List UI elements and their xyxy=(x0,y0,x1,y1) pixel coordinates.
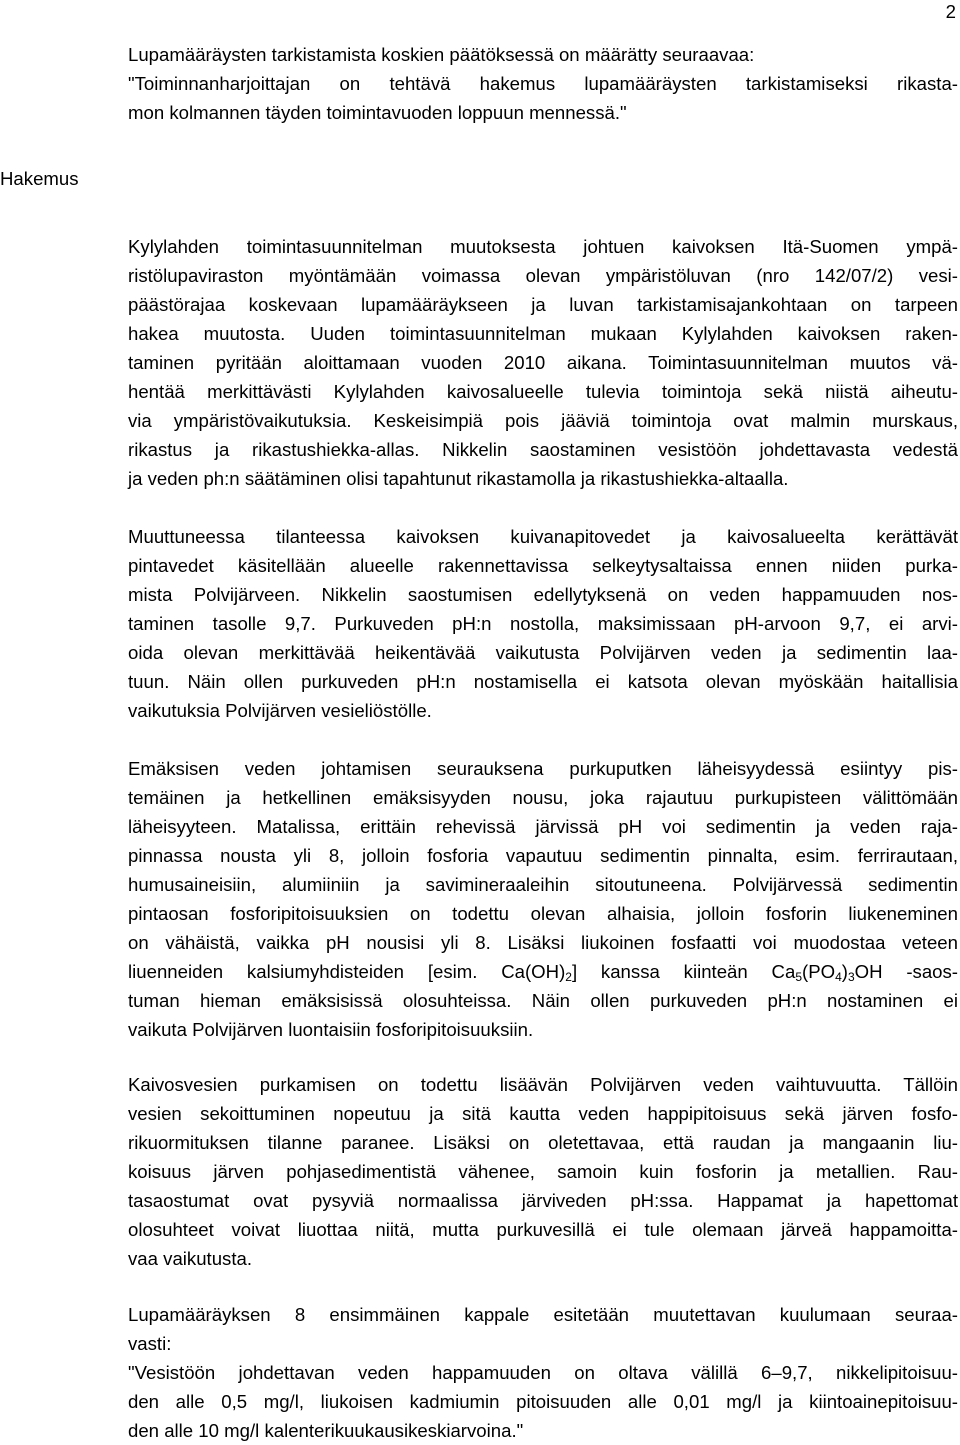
text-line: vaa vaikutusta. xyxy=(128,1248,253,1269)
text-line: Lupamääräysten tarkistamista koskien päätöksessä on määrätty seuraavaa: xyxy=(128,44,755,65)
text-line: taminen pyritään aloittamaan vuoden 2010 aikana. Toimintasuunnitelman muutos vä- xyxy=(128,352,958,373)
subscript: 5 xyxy=(795,970,802,984)
text-line: Muuttuneessa tilanteessa kaivoksen kuivanapitovedet ja kaivosalueelta kerättävät xyxy=(128,526,958,547)
subscript: 4 xyxy=(835,970,842,984)
subscript: 2 xyxy=(565,970,572,984)
text-line: "Toiminnanharjoittajan on tehtävä hakemus lupamääräysten tarkistamiseksi rikasta- xyxy=(128,73,958,94)
text-line: humusaineisiin, alumiiniin ja savimineraaleihin sitoutuneena. Polvijärvessä sedimentin xyxy=(128,874,958,895)
formula-line xyxy=(128,957,958,986)
text-line: tasaostumat ovat pysyviä normaalissa järviveden pH:ssa. Happamat ja hapettomat xyxy=(128,1190,958,1211)
text-line: via ympäristövaikutuksia. Keskeisimpiä pois jääviä toimintoja ovat malmin murskaus, xyxy=(128,410,958,431)
text-line: hentää merkittävästi Kylylahden kaivosalueelle tulevia toimintoja sekä niistä aiheutu- xyxy=(128,381,958,402)
formula-text: ] kanssa kiinteän Ca xyxy=(571,961,796,982)
text-line: Emäksisen veden johtamisen seurauksena purkuputken läheisyydessä esiintyy pis- xyxy=(128,758,958,779)
text-line: Lupamääräyksen 8 ensimmäinen kappale esitetään muutettavan kuulumaan seuraa- xyxy=(128,1304,958,1325)
text-line: olosuhteet voivat liuottaa niitä, mutta purkuvesillä ei tule olemaan järveä happamoitta- xyxy=(128,1219,958,1240)
text-line: den alle 0,5 mg/l, liukoisen kadmiumin pitoisuuden alle 0,01 mg/l ja kiintoainepitoisuu- xyxy=(128,1391,958,1412)
paragraph-5 xyxy=(128,1300,958,1445)
text-line: mista Polvijärveen. Nikkelin saostumisen edellytyksenä on veden happamuuden nos- xyxy=(128,584,958,605)
text-line: Kylylahden toimintasuunnitelman muutoksesta johtuen kaivoksen Itä-Suomen ympä- xyxy=(128,236,958,257)
text-line: pinnassa nousta yli 8, jolloin fosforia vapautuu sedimentin pinnalta, esim. ferrirautaan, xyxy=(128,845,958,866)
formula-text: ) xyxy=(841,961,848,982)
text-line: on vähäistä, vaikka pH nousisi yli 8. Lisäksi liukoinen fosfaatti voi muodostaa veteen xyxy=(128,932,958,953)
text-line: temäinen ja hetkellinen emäksisyyden nousu, joka rajautuu purkupisteen välittömään xyxy=(128,787,958,808)
paragraph-4 xyxy=(128,1070,958,1273)
paragraph-2 xyxy=(128,522,958,725)
paragraph-1 xyxy=(128,232,958,493)
section-heading: Hakemus xyxy=(0,168,79,189)
text-line: vaikutuksia Polvijärven vesieliöstölle. xyxy=(128,700,432,721)
formula-text: liuenneiden kalsiumyhdisteiden [esim. Ca(OH) xyxy=(128,961,566,982)
text-line: vaikuta Polvijärven luontaisiin fosforipitoisuuksiin. xyxy=(128,1019,534,1040)
formula-text: OH -saos- xyxy=(854,961,958,982)
paragraph-3 xyxy=(128,754,958,1044)
text-line: pintaosan fosforipitoisuuksien on todettu olevan alhaisia, jolloin fosforin liukeneminen xyxy=(128,903,958,924)
text-line: vesien sekoittuminen nopeutuu ja sitä kautta veden happipitoisuus sekä järven fosfo- xyxy=(128,1103,958,1124)
page-number: 2 xyxy=(945,1,956,22)
text-line: ristölupaviraston myöntämään voimassa olevan ympäristöluvan (nro 142/07/2) vesi- xyxy=(128,265,958,286)
text-line: pintavedet käsitellään alueelle rakennettavissa selkeytysaltaissa ennen niiden purka- xyxy=(128,555,958,576)
text-line: rikastus ja rikastushiekka-allas. Nikkelin saostaminen vesistöön johdettavasta vedestä xyxy=(128,439,958,460)
text-line: rikuormituksen tilanne paranee. Lisäksi on oletettavaa, että raudan ja mangaanin liu- xyxy=(128,1132,958,1153)
text-line: läheisyyteen. Matalissa, erittäin rehevissä järvissä pH voi sedimentin ja veden raja- xyxy=(128,816,958,837)
text-line: oida olevan merkittävää heikentävää vaikutusta Polvijärven veden ja sedimentin laa- xyxy=(128,642,958,663)
text-line: Kaivosvesien purkamisen on todettu lisäävän Polvijärven veden vaihtuvuutta. Tällöin xyxy=(128,1074,958,1095)
text-line: tuman hieman emäksisissä olosuhteissa. Näin ollen purkuveden pH:n nostaminen ei xyxy=(128,990,958,1011)
subscript: 3 xyxy=(847,970,855,984)
text-line: mon kolmannen täyden toimintavuoden loppuun mennessä." xyxy=(128,102,627,123)
text-line: ja veden ph:n säätäminen olisi tapahtunut rikastamolla ja rikastushiekka-altaalla. xyxy=(128,468,789,489)
text-line: den alle 10 mg/l kalenterikuukausikeskiarvoina." xyxy=(128,1420,524,1441)
text-line: koisuus järven pohjasedimentistä vähenee, samoin kuin fosforin ja metallien. Rau- xyxy=(128,1161,958,1182)
text-line: päästörajaa koskevaan lupamääräykseen ja luvan tarkistamisajankohtaan on tarpeen xyxy=(128,294,958,315)
text-line: tuun. Näin ollen purkuveden pH:n nostamisella ei katsota olevan myöskään haitallisia xyxy=(128,671,958,692)
text-line: "Vesistöön johdettavan veden happamuuden on oltava välillä 6–9,7, nikkelipitoisuu- xyxy=(128,1362,958,1383)
text-line: hakea muutosta. Uuden toimintasuunnitelman mukaan Kylylahden kaivoksen raken- xyxy=(128,323,958,344)
text-line: vasti: xyxy=(128,1333,172,1354)
intro-paragraph xyxy=(128,40,958,127)
text-line: taminen tasolle 9,7. Purkuveden pH:n nostolla, maksimissaan pH-arvoon 9,7, ei arvi- xyxy=(128,613,958,634)
formula-text: (PO xyxy=(802,961,836,982)
